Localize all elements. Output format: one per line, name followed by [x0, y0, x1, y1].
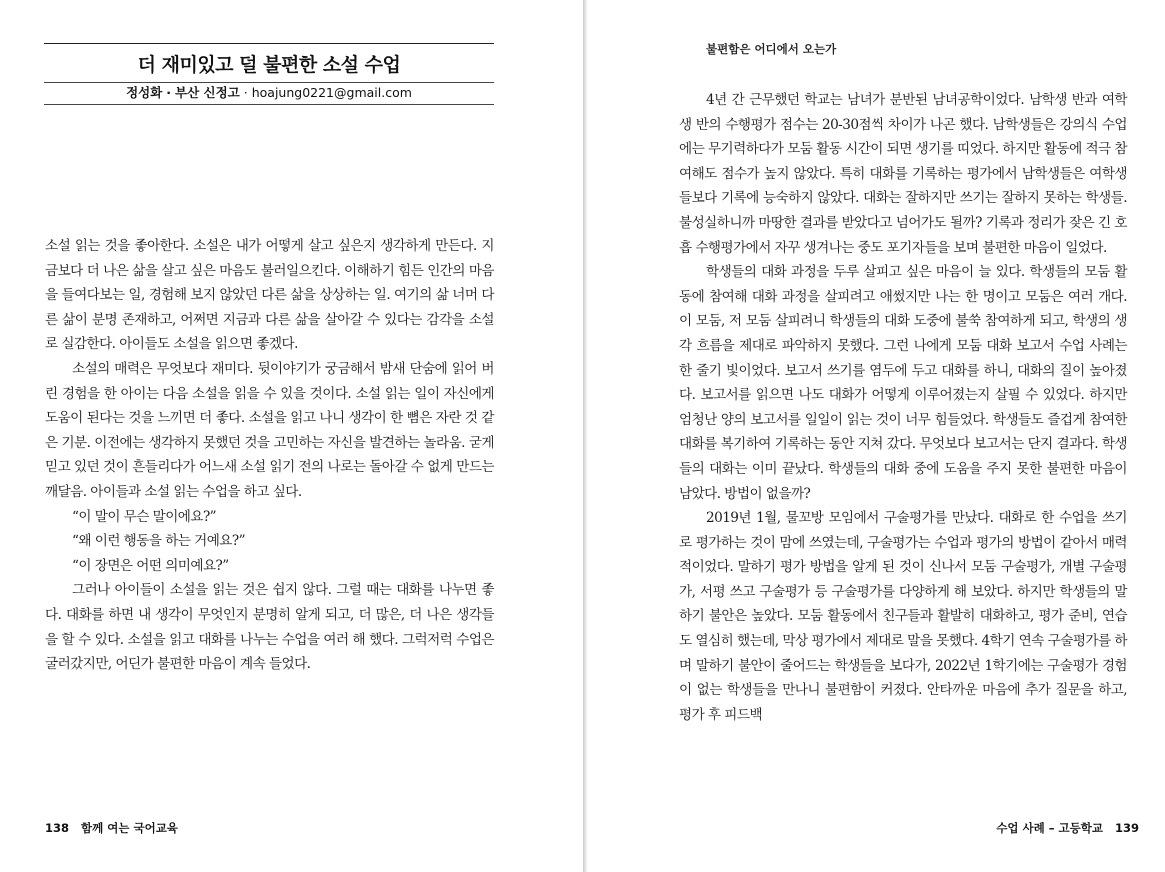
page-number: 138 — [45, 821, 70, 835]
byline-separator-2: · — [243, 85, 248, 100]
byline-separator: · — [166, 85, 172, 100]
section-label: 수업 사례 – 고등학교 — [996, 821, 1103, 835]
book-title: 함께 여는 국어교육 — [81, 821, 178, 835]
article-title: 더 재미있고 덜 불편한 소설 수업 — [137, 53, 401, 76]
left-page — [0, 0, 582, 872]
right-page — [588, 0, 1165, 872]
paragraph: 2019년 1월, 물꼬방 모임에서 구술평가를 만났다. 대화로 한 수업을 쓰기로 평가하는 것이 맘에 쓰였는데, 구술평가는 수업과 평가의 방법이 같아서 매력적이었다. 말하기 평가 방법을 알게 된 것이 신나서 모둠 구술평가, 개별 구술평가, 서평 쓰고 구술평가 등 구술평가를 다양하게 해 보았다. 하지만 학생들의 말하기 불안은 높았다. 모둠 활동에서 친구들과 활발히 대화하고, 평가 준비, 연습도 열심히 했는데, 막상 평가에서 제대로 말을 못했다. 4학기 연속 구술평가를 하며 말하기 불안이 줄어드는 학생들을 보다가, 2022년 1학기에는 구술평가 경험이 없는 학생들을 만나니 불편함이 커졌다. 안타까운 마음에 추가 질문을 하고, 평가 후 피드백 — [679, 510, 1127, 723]
right-footer — [988, 820, 1139, 836]
dialogue-line: “이 말이 무슨 말이에요?” — [72, 508, 217, 525]
right-body-text — [679, 88, 1127, 727]
article-title-box — [44, 43, 494, 83]
dialogue-line: “왜 이런 행동을 하는 거예요?” — [72, 533, 246, 550]
author-email[interactable]: hoajung0221@gmail.com — [251, 85, 412, 100]
paragraph: 그러나 아이들이 소설을 읽는 것은 쉽지 않다. 그럴 때는 대화를 나누면 좋다. 대화를 하면 내 생각이 무엇인지 분명히 알게 되고, 더 많은, 더 나은 생각들을 할 수 있다. 소설을 읽고 대화를 나누는 수업을 여러 해 했다. 그럭저럭 수업은 굴러갔지만, 어딘가 불편한 마음이 계속 들었다. — [45, 582, 494, 673]
author-school: 부산 신정고 — [175, 85, 240, 100]
paragraph: 4년 간 근무했던 학교는 남녀가 분반된 남녀공학이었다. 남학생 반과 여학생 반의 수행평가 점수는 20-30점씩 차이가 나곤 했다. 남학생들은 강의식 수업에는 무기력하다가 모둠 활동 시간이 되면 생기를 띠었다. 하지만 활동에 적극 참여해도 점수가 높지 않았다. 특히 대화를 기록하는 평가에서 남학생들은 여학생들보다 기록에 능숙하지 않았다. 대화는 잘하지만 쓰기는 잘하지 못하는 학생들. 불성실하니까 마땅한 결과를 받았다고 넘어가도 될까? 기록과 정리가 잦은 긴 호흡 수행평가에서 자꾸 생겨나는 중도 포기자들을 보며 불편한 마음이 일었다. — [679, 92, 1127, 256]
page-number: 139 — [1114, 821, 1139, 835]
author-name: 정성화 — [126, 85, 163, 100]
left-footer — [45, 820, 186, 836]
paragraph: 학생들의 대화 과정을 두루 살피고 싶은 마음이 늘 있다. 학생들의 모둠 활동에 참여해 대화 과정을 살피려고 애썼지만 나는 한 명이고 모둠은 여러 개다. 이 모둠, 저 모둠 살피려니 학생들의 대화 도중에 불쑥 참여하게 되고, 학생의 생각 흐름을 제대로 파악하지 못했다. 그런 나에게 모둠 대화 보고서 수업 사례는 한 줄기 빛이었다. 보고서 쓰기를 염두에 두고 대화를 하니, 대화의 질이 높아졌다. 보고서를 읽으면 나도 대화가 어떻게 이루어졌는지 살필 수 있었다. 하지만 엄청난 양의 보고서를 일일이 읽는 것이 너무 힘들었다. 학생들도 즐겁게 참여한 대화를 복기하여 기록하는 동안 지쳐 갔다. 무엇보다 보고서는 단지 결과다. 학생들의 대화는 이미 끝났다. 학생들의 대화 중에 도움을 주지 못한 불편한 마음이 남았다. 방법이 없을까? — [679, 264, 1127, 502]
dialogue-line: “이 장면은 어떤 의미예요?” — [72, 557, 229, 574]
paragraph: 소설 읽는 것을 좋아한다. 소설은 내가 어떻게 살고 싶은지 생각하게 만든다. 지금보다 더 나은 삶을 살고 싶은 마음도 불러일으킨다. 이해하기 힘든 인간의 마음을 들여다보는 일, 경험해 보지 않았던 다른 삶을 상상하는 일. 여기의 삶 너머 다른 삶이 분명 존재하고, 어쩌면 지금과 다른 삶을 살아갈 수 있다는 감각을 소설로 실감한다. 아이들도 소설을 읽으면 좋겠다. — [45, 238, 494, 353]
paragraph: 소설의 매력은 무엇보다 재미다. 뒷이야기가 궁금해서 밤새 단숨에 읽어 버린 경험을 한 아이는 다음 소설을 읽을 수 있을 것이다. 소설 읽는 일이 자신에게 도움이 된다는 것을 느끼면 더 좋다. 소설을 읽고 나니 생각이 한 뼘은 자란 것 같은 기분. 이전에는 생각하지 못했던 것을 고민하는 자신을 발견하는 놀라움. 굳게 믿고 있던 것이 흔들리다가 어느새 소설 읽기 전의 나로는 돌아갈 수 없게 만드는 깨달음. 아이들과 소설 읽는 수업을 하고 싶다. — [45, 360, 494, 500]
byline — [44, 82, 494, 105]
left-body-text — [45, 234, 494, 677]
section-heading: 불편함은 어디에서 오는가 — [706, 42, 837, 56]
